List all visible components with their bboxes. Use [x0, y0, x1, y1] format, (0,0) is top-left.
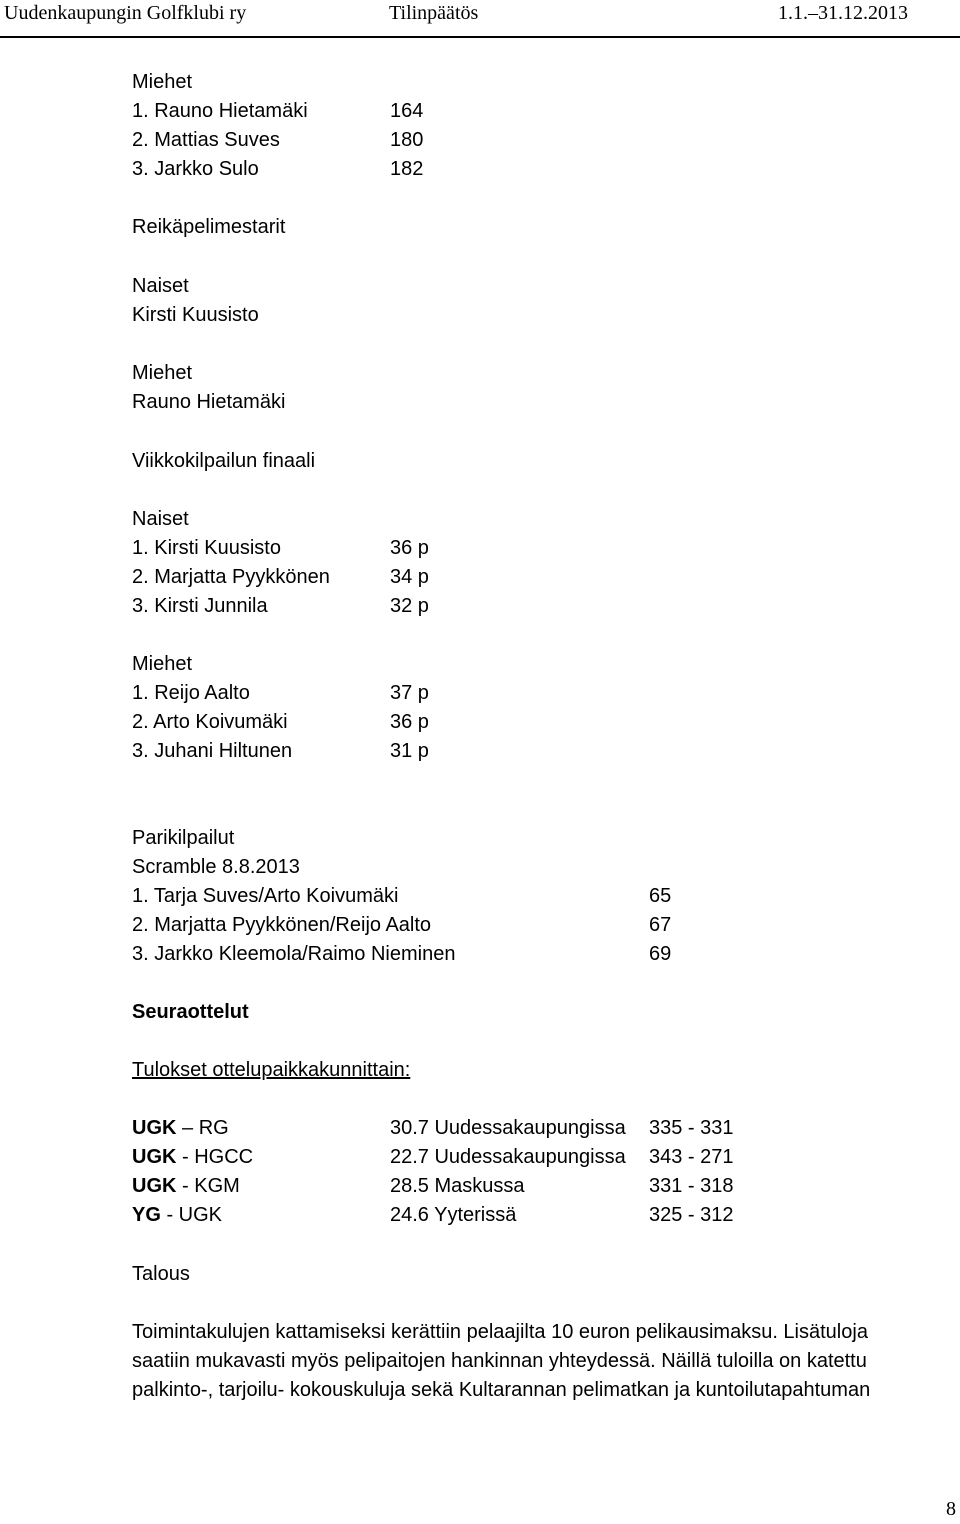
weekly-women-name: 3. Kirsti Junnila [132, 595, 268, 617]
match-team-a: UGK [132, 1146, 177, 1168]
header-organization: Uudenkaupungin Golfklubi ry [4, 2, 247, 24]
club-matches-subtitle: Tulokset ottelupaikkakunnittain: [132, 1059, 411, 1081]
weekly-women-name: 2. Marjatta Pyykkönen [132, 566, 330, 588]
club-matches-title: Seuraottelut [132, 1001, 249, 1023]
match-score: 331 - 318 [649, 1175, 734, 1197]
pairs-score: 69 [649, 943, 672, 965]
match-team-a: YG [132, 1204, 161, 1226]
pairs-score: 67 [649, 914, 672, 936]
match-date-place: 30.7 Uudessakaupungissa [390, 1117, 626, 1139]
men-result-value: 180 [390, 129, 424, 151]
match-team-b: - HGCC [176, 1146, 254, 1168]
men-result-name: 2. Mattias Suves [132, 129, 280, 151]
page-number: 8 [946, 1498, 956, 1520]
pairs-name: 3. Jarkko Kleemola/Raimo Nieminen [132, 943, 456, 965]
weekly-men-points: 31 p [390, 740, 429, 762]
weekly-men-points: 37 p [390, 682, 429, 704]
finance-paragraph-line: saatiin mukavasti myös pelipaitojen hankinnan yhteydessä. Näillä tuloilla on katettu [132, 1350, 867, 1372]
weekly-final-title: Viikkokilpailun finaali [132, 450, 316, 472]
weekly-women-points: 32 p [390, 595, 429, 617]
match-teams [132, 1203, 222, 1227]
match-team-a: UGK [132, 1175, 177, 1197]
weekly-men-name: 3. Juhani Hiltunen [132, 740, 293, 762]
pairs-title: Parikilpailut [132, 827, 235, 849]
pairs-score: 65 [649, 885, 672, 907]
match-team-b: – RG [176, 1117, 229, 1139]
match-team-a: UGK [132, 1117, 177, 1139]
finance-paragraph-line: palkinto-, tarjoilu- kokouskuluja sekä Kultarannan pelimatkan ja kuntoilutapahtuman [132, 1379, 871, 1401]
page-header [0, 0, 960, 38]
match-score: 335 - 331 [649, 1117, 734, 1139]
match-team-b: - KGM [176, 1175, 240, 1197]
match-play-men-winner: Rauno Hietamäki [132, 391, 286, 413]
pairs-subtitle: Scramble 8.8.2013 [132, 856, 300, 878]
men-result-name: 3. Jarkko Sulo [132, 158, 259, 180]
men-label: Miehet [132, 71, 193, 93]
weekly-men-points: 36 p [390, 711, 429, 733]
weekly-women-points: 36 p [390, 537, 429, 559]
header-period: 1.1.–31.12.2013 [778, 2, 908, 24]
match-play-women-winner: Kirsti Kuusisto [132, 304, 259, 326]
weekly-women-label: Naiset [132, 508, 189, 530]
match-play-men-label: Miehet [132, 362, 193, 384]
match-date-place: 22.7 Uudessakaupungissa [390, 1146, 626, 1168]
match-score: 343 - 271 [649, 1146, 734, 1168]
pairs-name: 1. Tarja Suves/Arto Koivumäki [132, 885, 399, 907]
match-teams [132, 1116, 229, 1140]
match-date-place: 24.6 Yyterissä [390, 1204, 517, 1226]
weekly-men-name: 1. Reijo Aalto [132, 682, 250, 704]
match-teams [132, 1174, 240, 1198]
header-document-title: Tilinpäätös [389, 2, 479, 24]
pairs-name: 2. Marjatta Pyykkönen/Reijo Aalto [132, 914, 432, 936]
weekly-men-name: 2. Arto Koivumäki [132, 711, 288, 733]
match-team-b: - UGK [160, 1204, 223, 1226]
weekly-women-name: 1. Kirsti Kuusisto [132, 537, 281, 559]
men-result-value: 164 [390, 100, 424, 122]
match-teams [132, 1145, 253, 1169]
finance-paragraph-line: Toimintakulujen kattamiseksi kerättiin pelaajilta 10 euron pelikausimaksu. Lisätuloja [132, 1321, 868, 1343]
men-result-value: 182 [390, 158, 424, 180]
finance-title: Talous [132, 1263, 190, 1285]
weekly-women-points: 34 p [390, 566, 429, 588]
weekly-men-label: Miehet [132, 653, 193, 675]
men-result-name: 1. Rauno Hietamäki [132, 100, 308, 122]
match-date-place: 28.5 Maskussa [390, 1175, 525, 1197]
match-play-women-label: Naiset [132, 275, 189, 297]
match-score: 325 - 312 [649, 1204, 734, 1226]
match-play-title: Reikäpelimestarit [132, 216, 286, 238]
